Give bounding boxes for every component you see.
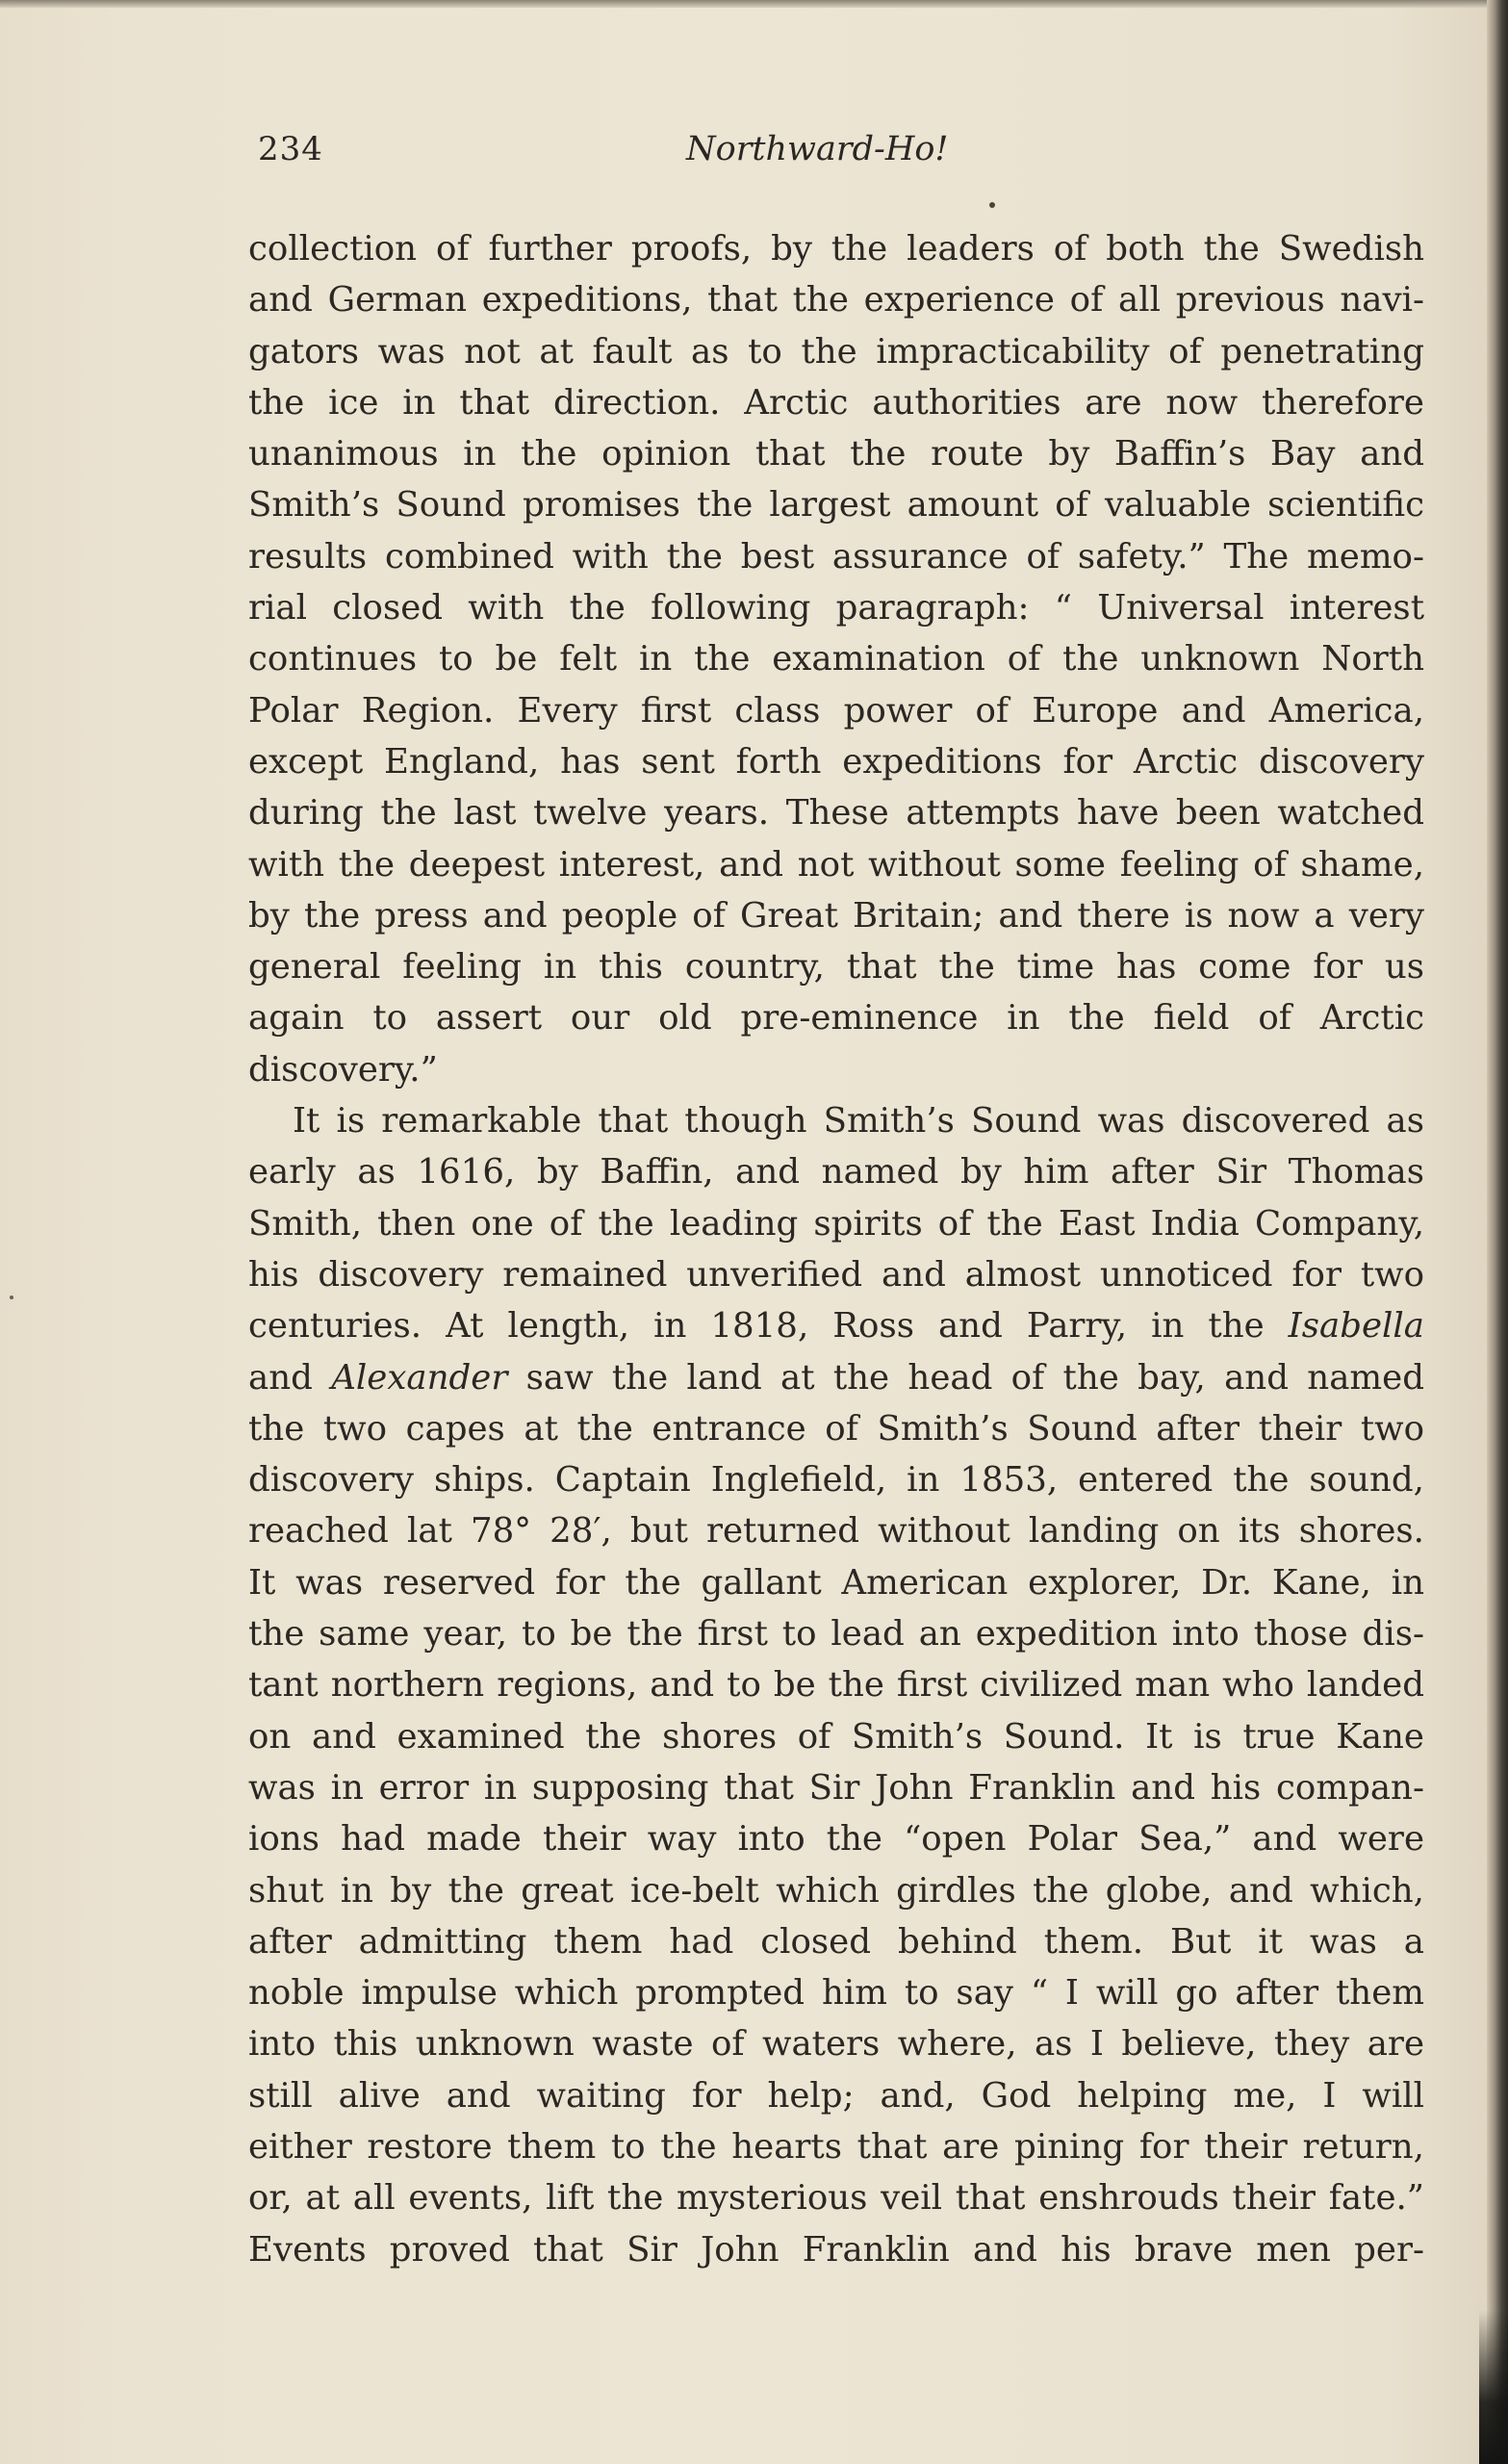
text-line: the two capes at the entrance of Smith’s Sound after their two	[248, 1408, 1424, 1449]
text-line: the same year, to be the first to lead an expedition into those dis-	[248, 1614, 1424, 1655]
text-line: either restore them to the hearts that are pining for their return,	[248, 2126, 1424, 2167]
text-line: rial closed with the following paragraph: “ Universal interest	[248, 588, 1424, 629]
text-line: continues to be felt in the examination of the unknown North	[248, 639, 1424, 680]
text-line: results combined with the best assurance of safety.” The memo-	[248, 536, 1424, 577]
text-line: centuries. At length, in 1818, Ross and Parry, in the Isabella	[248, 1306, 1424, 1347]
text-line: during the last twelve years. These attempts have been watched	[248, 793, 1424, 834]
corner-shadow	[1479, 2310, 1508, 2464]
text-line: ions had made their way into the “open Polar Sea,” and were	[248, 1819, 1424, 1860]
text-line: after admitting them had closed behind them. But it was a	[248, 1921, 1424, 1962]
body-text	[248, 223, 1424, 2275]
book-spine-shadow	[1487, 0, 1508, 2464]
paper-speck	[10, 1296, 13, 1299]
text-line: the ice in that direction. Arctic authorities are now therefore	[248, 382, 1424, 423]
text-line: his discovery remained unverified and almost unnoticed for two	[248, 1254, 1424, 1295]
page-number: 234	[258, 130, 323, 168]
text-line: noble impulse which prompted him to say “ I will go after them	[248, 1973, 1424, 2014]
text-line: reached lat 78° 28′, but returned without landing on its shores.	[248, 1511, 1424, 1552]
text-line: Polar Region. Every first class power of Europe and America,	[248, 690, 1424, 731]
text-line-paragraph-end: discovery.”	[248, 1049, 438, 1090]
text-line: discovery ships. Captain Inglefield, in 1853, entered the sound,	[248, 1460, 1424, 1501]
text-line: collection of further proofs, by the leaders of both the Swedish	[248, 229, 1424, 269]
text-line: still alive and waiting for help; and, God helping me, I will	[248, 2075, 1424, 2116]
text-line: gators was not at fault as to the impracticability of penetrating	[248, 331, 1424, 372]
text-line: into this unknown waste of waters where, as I believe, they are	[248, 2024, 1424, 2065]
text-line: and Alexander saw the land at the head of the bay, and named	[248, 1357, 1424, 1398]
text-line: was in error in supposing that Sir John Franklin and his compan-	[248, 1767, 1424, 1808]
ship-name: Isabella	[1288, 1306, 1424, 1347]
text-line: with the deepest interest, and not without some feeling of shame,	[248, 844, 1424, 885]
text-line: early as 1616, by Baffin, and named by him after Sir Thomas	[248, 1152, 1424, 1193]
text-line: by the press and people of Great Britain; and there is now a very	[248, 895, 1424, 936]
page-top-edge	[0, 0, 1508, 8]
text-line: and German expeditions, that the experience of all previous navi-	[248, 280, 1424, 321]
ship-name: Alexander	[331, 1357, 508, 1398]
running-title: Northward-Ho!	[686, 130, 949, 168]
text-line: tant northern regions, and to be the first civilized man who landed	[248, 1665, 1424, 1706]
text-line: general feeling in this country, that the time has come for us	[248, 947, 1424, 988]
text-line: Smith’s Sound promises the largest amount of valuable scientific	[248, 485, 1424, 526]
text-line: Events proved that Sir John Franklin and his brave men per-	[248, 2229, 1424, 2270]
text-line: unanimous in the opinion that the route by Baffin’s Bay and	[248, 434, 1424, 475]
text-line: again to assert our old pre-eminence in the field of Arctic	[248, 998, 1424, 1039]
text-line: or, at all events, lift the mysterious veil that enshrouds their fate.”	[248, 2178, 1424, 2219]
text-line: It was reserved for the gallant American explorer, Dr. Kane, in	[248, 1562, 1424, 1603]
text-line: except England, has sent forth expeditions for Arctic discovery	[248, 741, 1424, 782]
text-line: Smith, then one of the leading spirits of the East India Company,	[248, 1203, 1424, 1244]
text-line: on and examined the shores of Smith’s Sound. It is true Kane	[248, 1716, 1424, 1757]
text-line-paragraph-start: It is remarkable that though Smith’s Sound was discovered as	[293, 1101, 1424, 1142]
text-line: shut in by the great ice-belt which girdles the globe, and which,	[248, 1870, 1424, 1911]
page-header	[258, 130, 1422, 178]
ink-dot	[989, 202, 995, 208]
